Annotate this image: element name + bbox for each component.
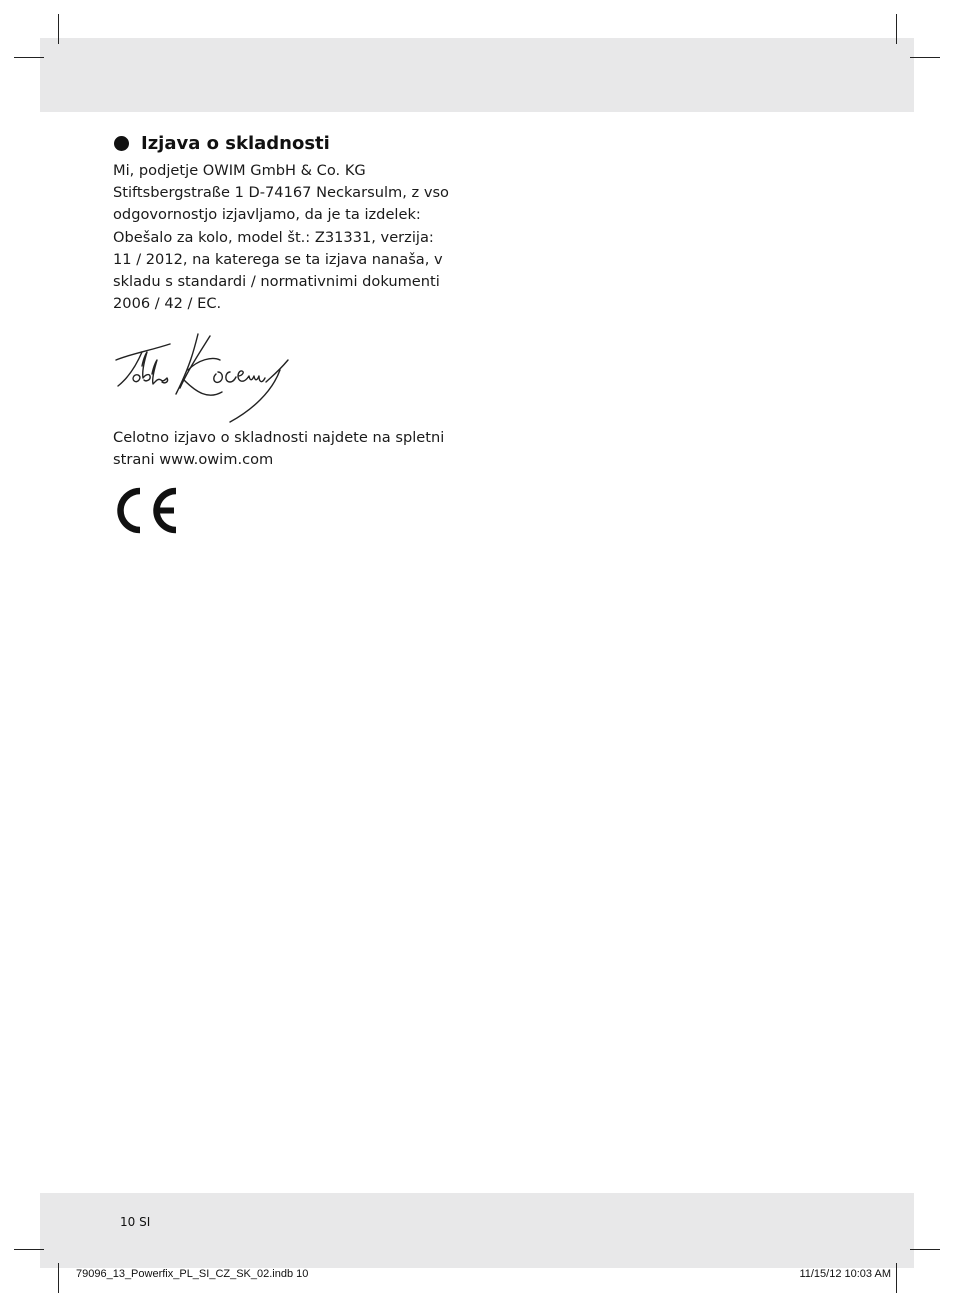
crop-mark (896, 14, 897, 44)
section-heading (113, 133, 458, 154)
paragraph-line: Stiftsbergstraße 1 D-74167 Neckarsulm, z vso (113, 184, 449, 202)
slug-timestamp: 11/15/12 10:03 AM (799, 1268, 891, 1280)
heading-text: Izjava o skladnosti (141, 133, 330, 154)
bullet-icon (114, 136, 129, 151)
slug-filename: 79096_13_Powerfix_PL_SI_CZ_SK_02.indb 10 (76, 1268, 309, 1280)
paragraph-line: 11 / 2012, na katerega se ta izjava nanaša, v (113, 250, 443, 268)
signature-image (112, 330, 292, 425)
paragraph-line: Obešalo za kolo, model št.: Z31331, verzija: (113, 228, 434, 246)
footnote (113, 427, 458, 471)
declaration-section (113, 133, 458, 315)
crop-mark (910, 1249, 940, 1250)
declaration-paragraph (113, 160, 458, 315)
page-number: 10 SI (120, 1215, 151, 1229)
paragraph-line: Mi, podjetje OWIM GmbH & Co. KG (113, 162, 366, 179)
ce-mark-icon (113, 487, 179, 534)
header-band (40, 38, 914, 112)
footnote-line: Celotno izjavo o skladnosti najdete na spletni (113, 429, 445, 446)
paragraph-line: skladu s standardi / normativnimi dokumenti (113, 273, 440, 291)
paragraph-line: odgovornostjo izjavljamo, da je ta izdelek: (113, 206, 421, 224)
crop-mark (14, 1249, 44, 1250)
footnote-paragraph (113, 427, 458, 471)
footer-band (40, 1193, 914, 1268)
crop-mark (896, 1263, 897, 1293)
footnote-line: strani www.owim.com (113, 451, 274, 469)
crop-mark (58, 14, 59, 44)
crop-mark (14, 57, 44, 58)
paragraph-line: 2006 / 42 / EC. (113, 295, 222, 313)
crop-mark (58, 1263, 59, 1293)
crop-mark (910, 57, 940, 58)
